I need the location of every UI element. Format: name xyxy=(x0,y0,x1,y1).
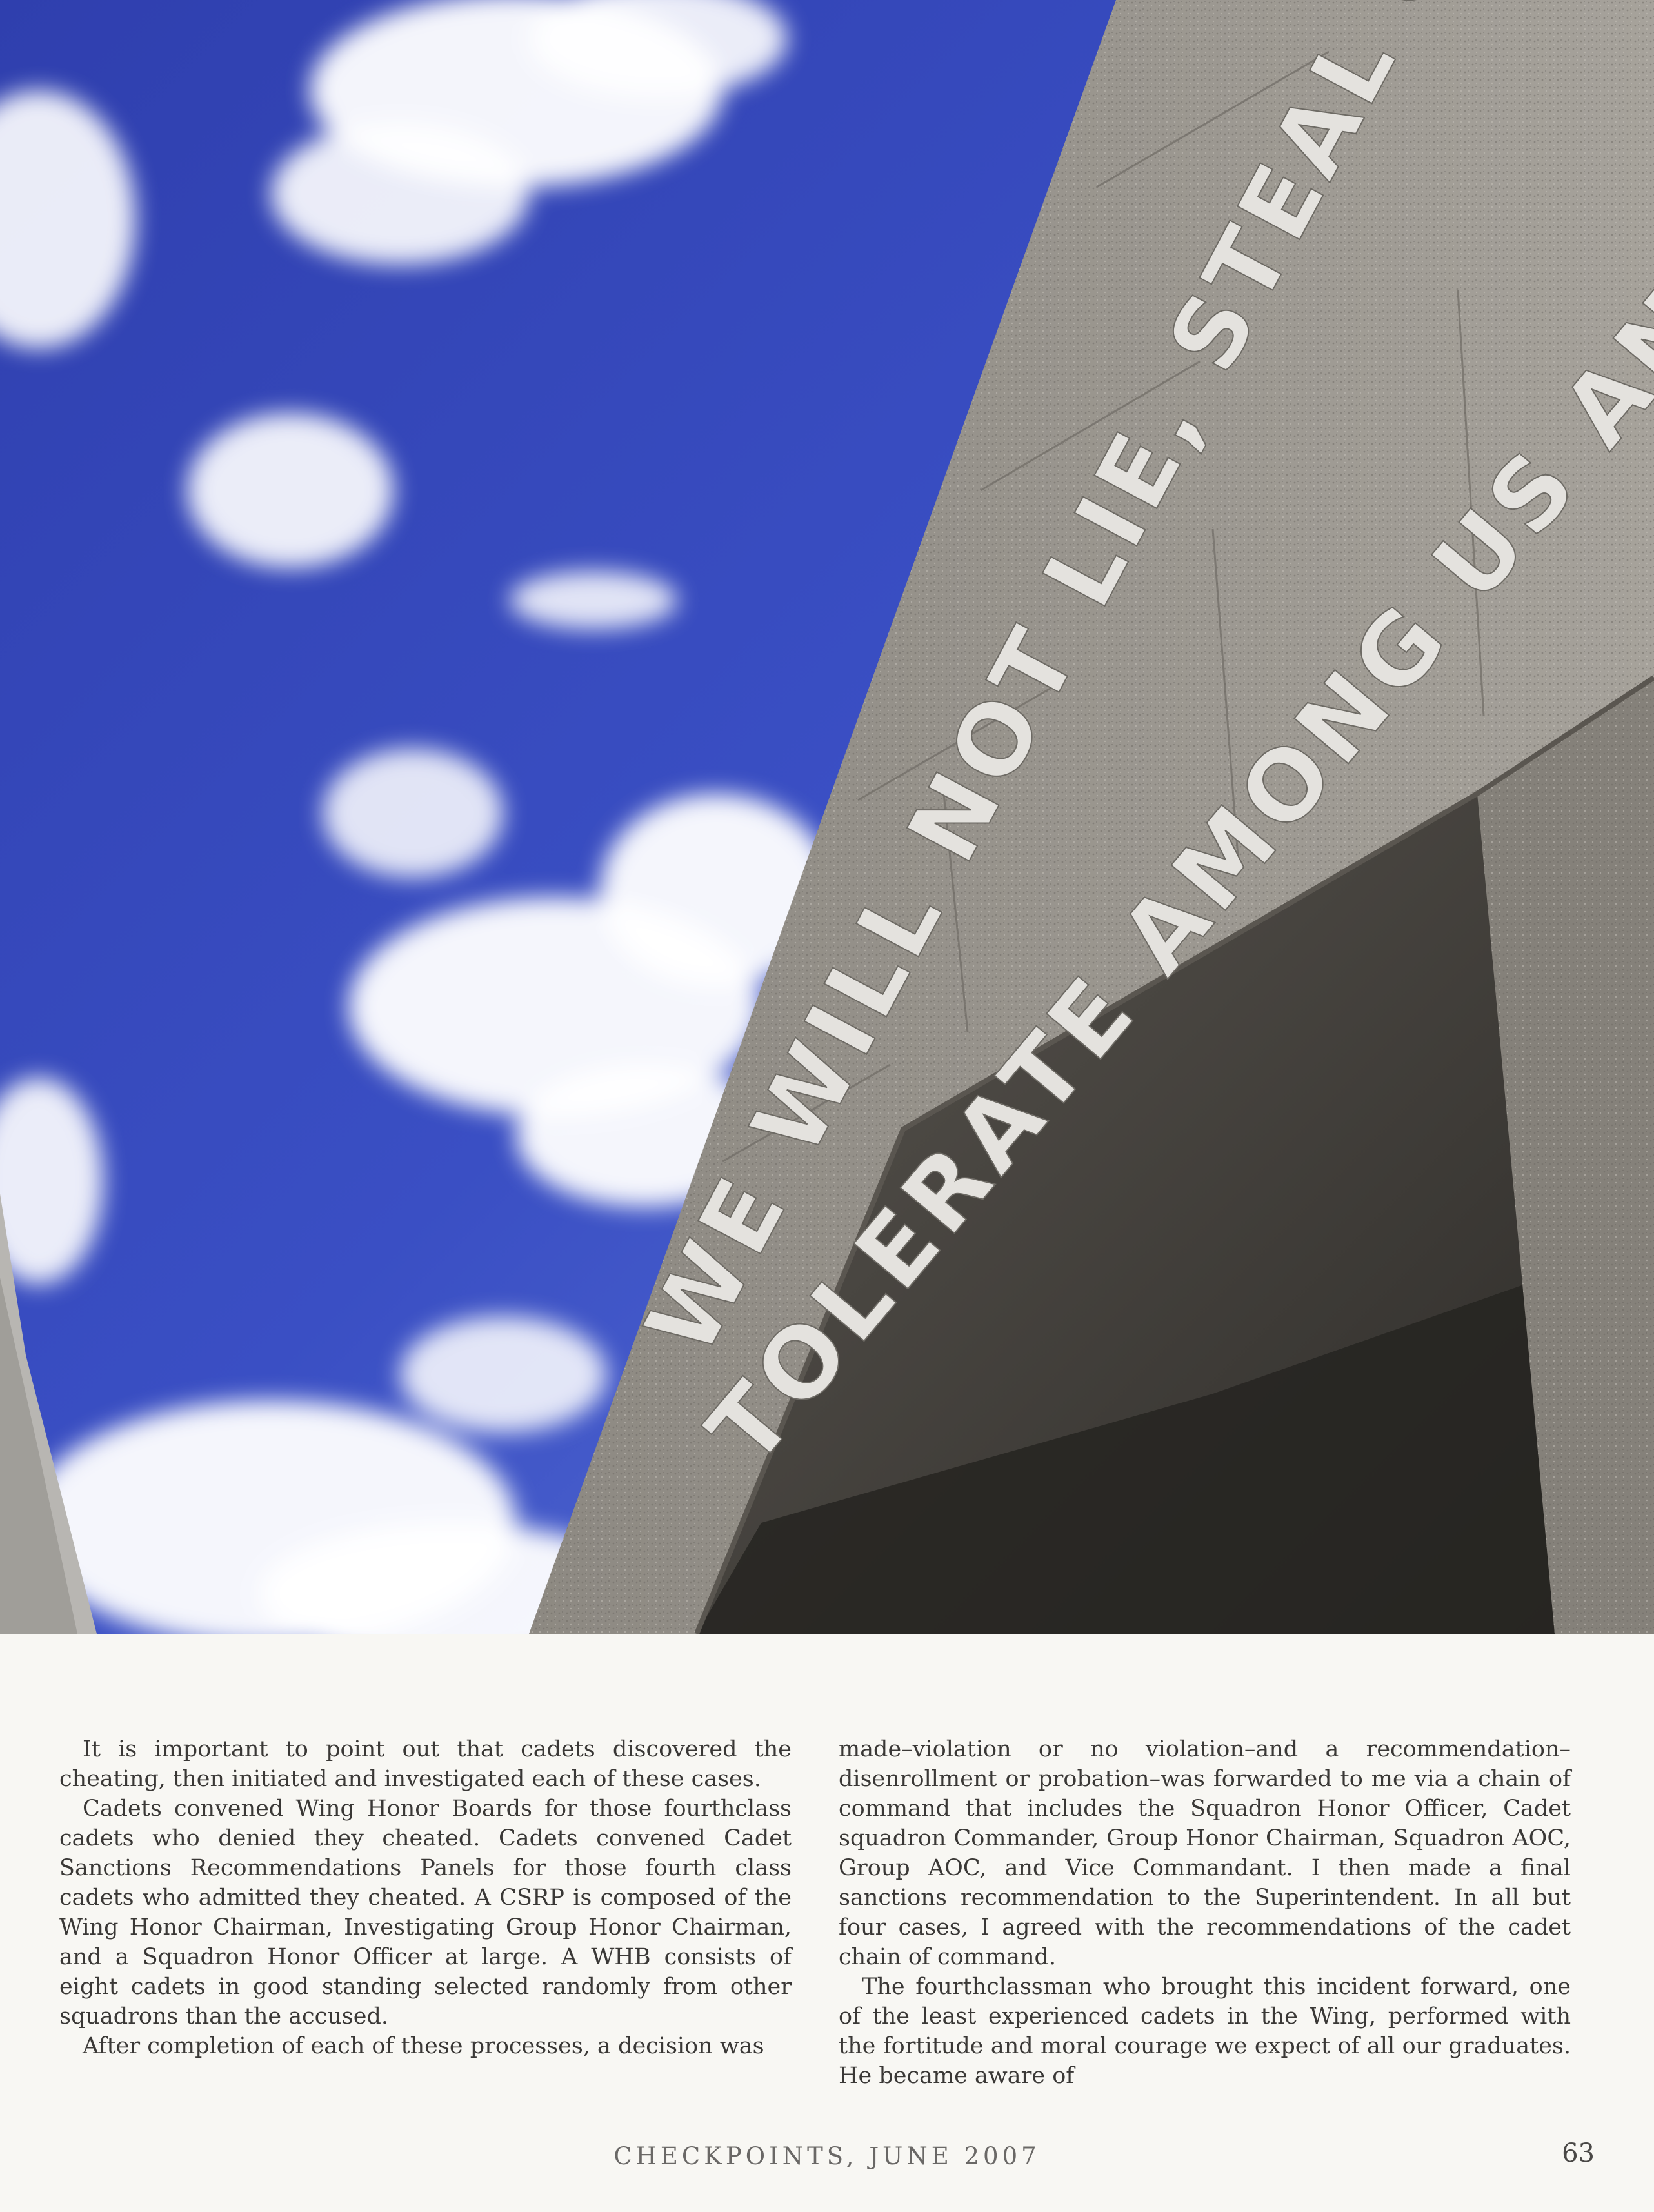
publication-footer: CHECKPOINTS, JUNE 2007 xyxy=(613,2142,1041,2170)
article-left-column xyxy=(59,1734,792,2061)
paragraph: The fourthclassman who brought this incident forward, one of the least experienced cadets in the Wing, performed with the fortitude and moral courage we expect of all our graduates. He became aware of xyxy=(839,1974,1571,2089)
paragraph: made–violation or no violation–and a recommendation–disenrollment or probation–was forwarded to me via a chain of command that includes the Squadron Honor Officer, Cadet squadron Commander, Group Honor Chairman, Squadron AOC, Group AOC, and Vice Commandant. I then made a final sanctions recommendation to the Superintendent. In all but four cases, I agreed with the recommendations of the cadet chain of command. xyxy=(839,1736,1571,1970)
paragraph: After completion of each of these processes, a decision was xyxy=(83,2033,764,2059)
paragraph: It is important to point out that cadets discovered the cheating, then initiated and investigated each of these cases. xyxy=(59,1736,792,1792)
article-right-column xyxy=(839,1734,1571,2091)
paragraph: Cadets convened Wing Honor Boards for those fourthclass cadets who denied they cheated. Cadets convened Cadet Sanctions Recommendations Panels for those fourth class cadets who admitted they cheated. A CSRP is composed of the Wing Honor Chairman, Investigating Group Honor Chairman, and a Squadron Honor Officer at large. A WHB consists of eight cadets in good standing selected randomly from other squadrons than the accused. xyxy=(59,1796,792,2029)
page-number: 63 xyxy=(1562,2138,1595,2168)
